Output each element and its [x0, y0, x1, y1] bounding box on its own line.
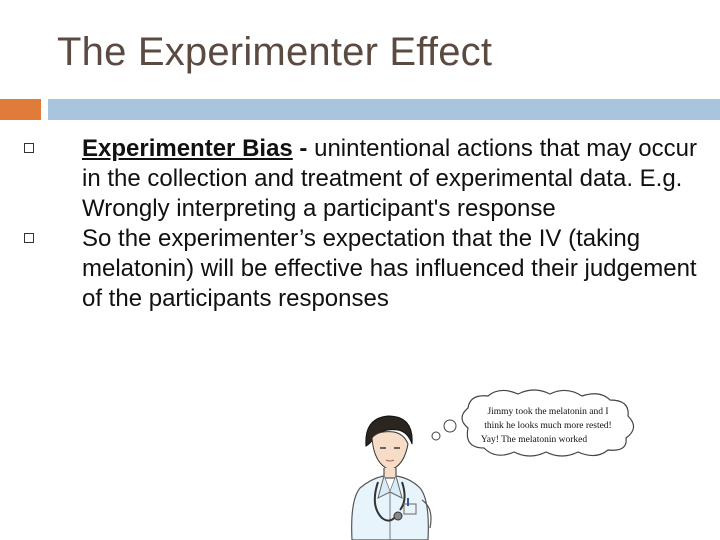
doctor-illustration	[352, 416, 431, 540]
bullet-separator: -	[292, 135, 315, 162]
bullet-item	[20, 224, 700, 314]
bullet-term: Experimenter Bias	[82, 135, 293, 162]
checkbox-bullet-icon	[24, 233, 34, 243]
thought-line-3: Yay! The melatonin worked	[480, 435, 588, 445]
checkbox-bullet-icon	[24, 143, 34, 153]
bullet-text: So the experimenter’s expectation that the IV (taking melatonin) will be effective has influenced their judgement of the participants responses	[82, 225, 697, 312]
thought-line-1: Jimmy took the melatonin and I	[487, 407, 609, 417]
bullet-text: unintentional actions that may occur in the collection and treatment of experimental data. E.g. Wrongly interpreting a participant's response	[82, 135, 697, 222]
thought-trail	[432, 420, 456, 440]
bullet-item	[20, 134, 700, 224]
title-accent-bar-orange	[0, 99, 41, 120]
bullet-list	[20, 134, 700, 314]
title-accent-bar-blue	[48, 99, 720, 120]
doctor-thinking-illustration	[338, 388, 700, 540]
slide-title: The Experimenter Effect	[57, 30, 493, 74]
thought-line-2: think he looks much more rested!	[484, 421, 612, 431]
thought-bubble	[462, 390, 634, 456]
